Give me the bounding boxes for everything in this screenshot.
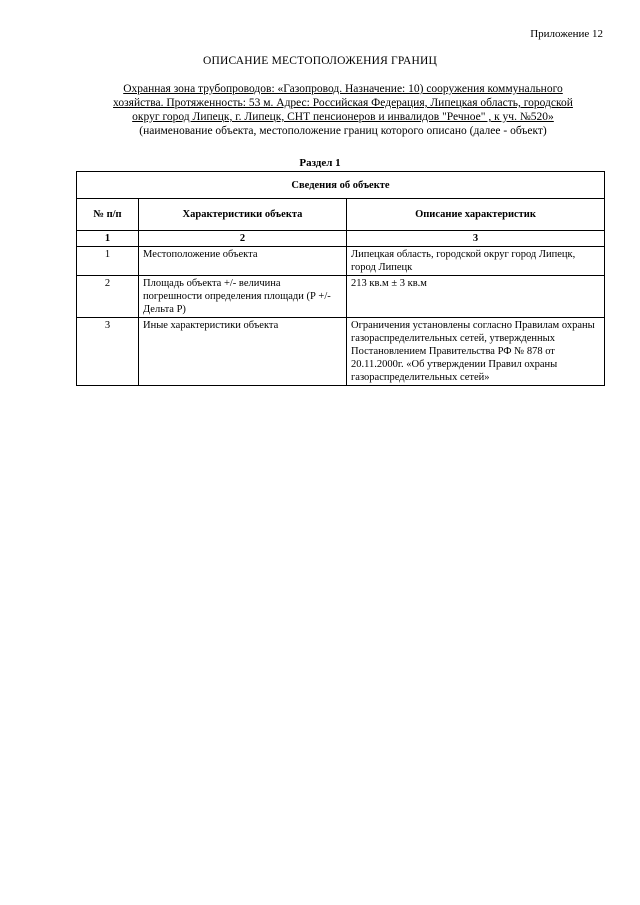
table-caption: Сведения об объекте (77, 172, 605, 199)
row-num: 2 (77, 276, 139, 318)
table-caption-row (77, 172, 605, 199)
row-num: 1 (77, 247, 139, 276)
table-row (77, 276, 605, 318)
object-line-2: хозяйства. Протяженность: 53 м. Адрес: Российская Федерация, Липецкая область, городской (113, 97, 573, 109)
row-description: 213 кв.м ± 3 кв.м (347, 276, 605, 318)
object-caption: (наименование объекта, местоположение границ которого описано (далее - объект) (139, 125, 547, 137)
object-line-3: округ город Липецк, г. Липецк, СНТ пенсионеров и инвалидов "Речное" , к уч. №520» (132, 111, 554, 123)
section-title: Раздел 1 (299, 157, 341, 169)
row-description: Ограничения установлены согласно Правилам охраны газораспределительных сетей, утвержденных Постановлением Правительства РФ № 878 от 20.11.2000г. «Об утверждении Правил охраны газораспределительных сетей» (347, 318, 605, 386)
row-num: 3 (77, 318, 139, 386)
row-characteristic: Иные характеристики объекта (139, 318, 347, 386)
column-number: 3 (347, 231, 605, 247)
table-header-row (77, 199, 605, 231)
column-number: 2 (139, 231, 347, 247)
column-number: 1 (77, 231, 139, 247)
table-row (77, 247, 605, 276)
column-header-characteristic: Характеристики объекта (139, 199, 347, 231)
table-row (77, 318, 605, 386)
row-description: Липецкая область, городской округ город Липецк, город Липецк (347, 247, 605, 276)
appendix-label: Приложение 12 (530, 28, 603, 40)
object-info-table (76, 171, 605, 386)
document-title: ОПИСАНИЕ МЕСТОПОЛОЖЕНИЯ ГРАНИЦ (202, 55, 438, 67)
row-characteristic: Местоположение объекта (139, 247, 347, 276)
object-description (86, 82, 600, 138)
column-header-description: Описание характеристик (347, 199, 605, 231)
object-line-1: Охранная зона трубопроводов: «Газопровод. Назначение: 10) сооружения коммунального (123, 83, 563, 95)
column-header-num: № п/п (77, 199, 139, 231)
column-number-row (77, 231, 605, 247)
row-characteristic: Площадь объекта +/- величина погрешности определения площади (Р +/- Дельта Р) (139, 276, 347, 318)
